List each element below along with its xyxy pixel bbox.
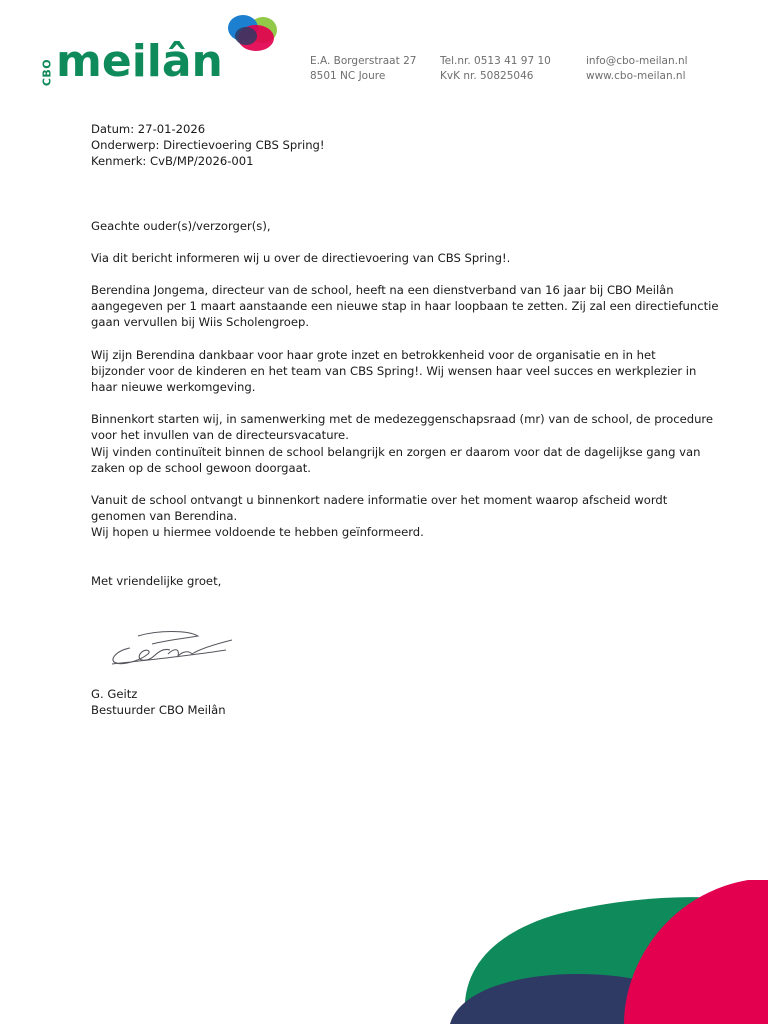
logo-wordmark: meilân xyxy=(56,36,223,87)
paragraph-line: Wij zijn Berendina dankbaar voor haar grote inzet en betrokkenheid voor de organisatie en in het xyxy=(91,347,656,362)
signer-block xyxy=(91,686,226,718)
address-street: E.A. Borgerstraat 27 xyxy=(310,55,417,67)
logo-blob-icon xyxy=(226,14,280,54)
phone-number: Tel.nr. 0513 41 97 10 xyxy=(440,55,551,67)
logo-blob-navy xyxy=(235,27,257,45)
signer-title: Bestuurder CBO Meilân xyxy=(91,703,226,718)
paragraph-line: Vanuit de school ontvangt u binnenkort nadere informatie over het moment waarop afscheid wordt xyxy=(91,493,668,508)
paragraph-line: Wij vinden continuïteit binnen de school belangrijk en zorgen er daarom voor dat de dagelijkse gang van xyxy=(91,444,701,459)
paragraph-line: Binnenkort starten wij, in samenwerking met de medezeggenschapsraad (mr) van de school, de procedure xyxy=(91,412,714,427)
contact-online xyxy=(586,54,688,83)
signature-stroke-main xyxy=(113,648,170,664)
address-city: 8501 NC Joure xyxy=(310,69,386,82)
paragraph-line: bijzonder voor de kinderen en het team van CBS Spring!. Wij wensen haar veel succes en werkplezier in xyxy=(91,363,697,378)
paragraph-line: Via dit bericht informeren wij u over de directievoering van CBS Spring!. xyxy=(91,250,511,265)
paragraph-line: haar nieuwe werkomgeving. xyxy=(91,380,256,395)
paragraph-line: aangegeven per 1 maart aanstaande een nieuwe stap in haar loopbaan te zetten. Zij zal een directiefunctie xyxy=(91,299,719,314)
letter-reference: Kenmerk: CvB/MP/2026-001 xyxy=(91,154,254,169)
signature-stroke-loop xyxy=(138,632,198,645)
logo-cbo-text: CBO xyxy=(40,58,54,87)
signature-stroke-underline xyxy=(112,650,226,664)
paragraph-line: genomen van Berendina. xyxy=(91,509,238,524)
letter-salutation: Geachte ouder(s)/verzorger(s), xyxy=(91,218,271,233)
paragraph-1 xyxy=(91,250,721,266)
kvk-number: KvK nr. 50825046 xyxy=(440,69,534,82)
paragraph-3 xyxy=(91,347,721,396)
paragraph-line: zaken op de school gewoon doorgaat. xyxy=(91,460,311,475)
contact-numbers xyxy=(440,54,551,83)
email-address: info@cbo-meilan.nl xyxy=(586,55,688,67)
letter-date: Datum: 27-01-2026 xyxy=(91,122,206,136)
letter-body xyxy=(91,121,721,589)
paragraph-2 xyxy=(91,282,721,331)
logo-cbo-label xyxy=(38,54,58,96)
letter-meta xyxy=(91,121,721,170)
paragraph-line: voor het invullen van de directeursvacature. xyxy=(91,428,349,443)
decorative-corner-blobs xyxy=(448,874,768,1024)
handwritten-signature xyxy=(108,626,238,670)
paragraph-4 xyxy=(91,411,721,476)
paragraph-line: Berendina Jongema, directeur van de school, heeft na een dienstverband van 16 jaar bij CBO Meilân xyxy=(91,283,674,298)
website-address: www.cbo-meilan.nl xyxy=(586,69,686,82)
paragraph-line: gaan vervullen bij Wiis Scholengroep. xyxy=(91,315,310,330)
contact-address xyxy=(310,54,416,83)
letter-closing: Met vriendelijke groet, xyxy=(91,573,222,588)
signer-name: G. Geitz xyxy=(91,687,138,701)
paragraph-line: Wij hopen u hiermee voldoende te hebben geïnformeerd. xyxy=(91,525,424,540)
cbo-meilan-logo xyxy=(38,14,288,90)
paragraph-5 xyxy=(91,492,721,541)
letter-subject: Onderwerp: Directievoering CBS Spring! xyxy=(91,138,325,153)
